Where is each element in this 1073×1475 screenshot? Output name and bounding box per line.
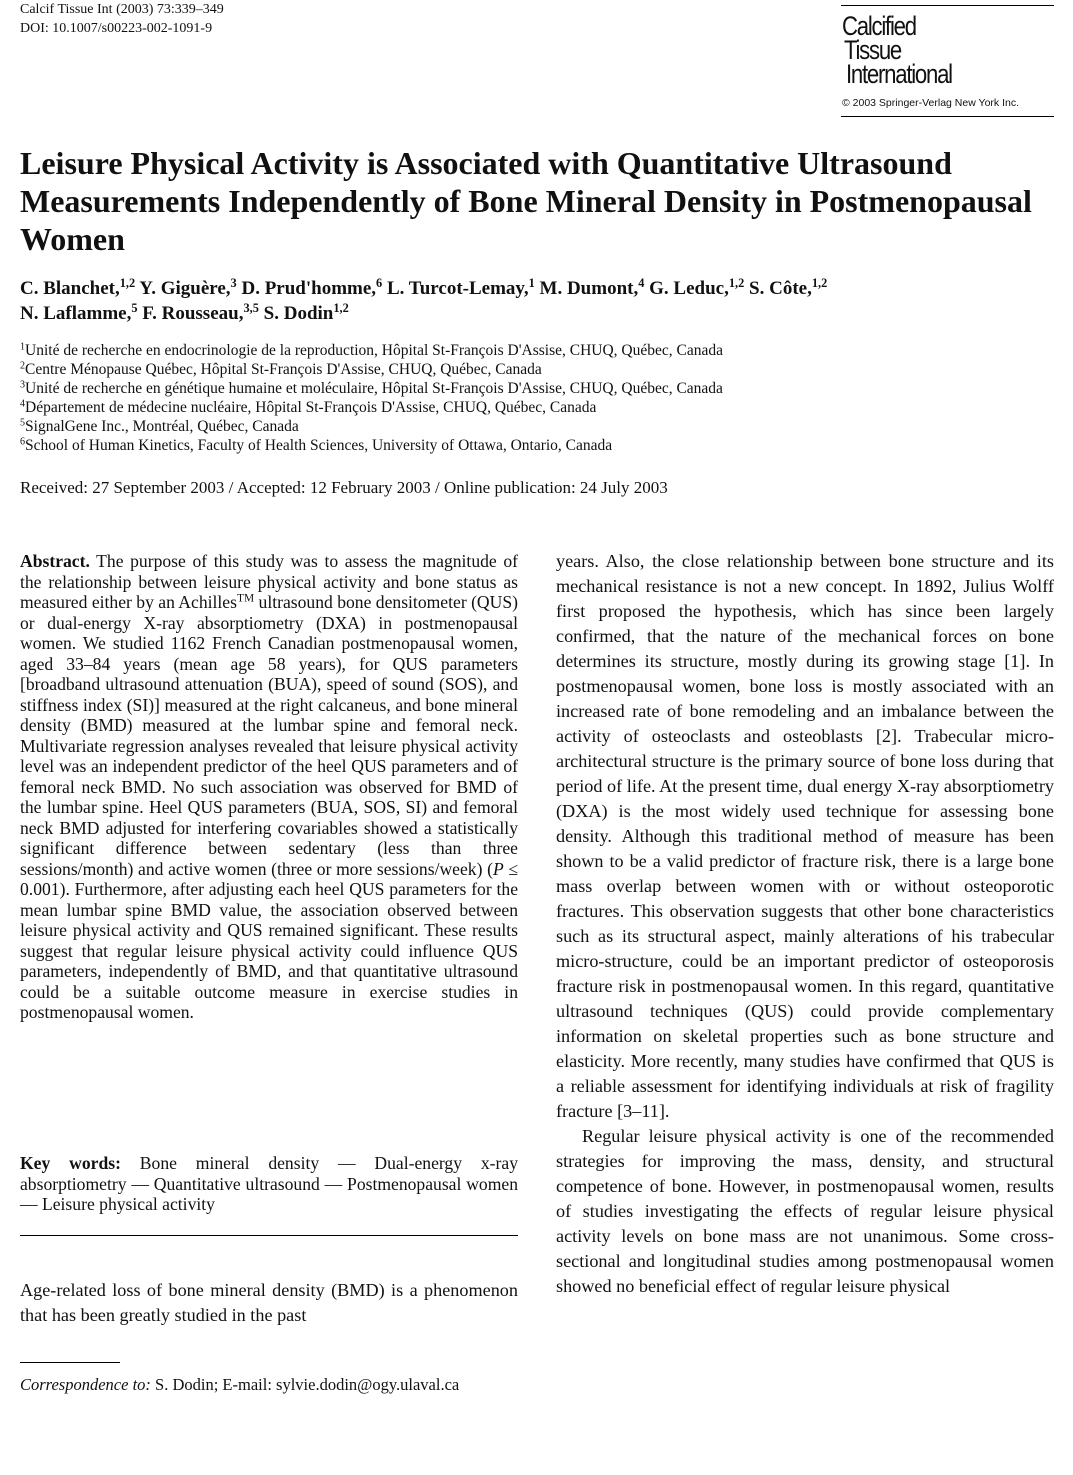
doi: DOI: 10.1007/s00223-002-1091-9 <box>20 21 213 36</box>
affiliation-text: Unité de recherche en génétique humaine et moléculaire, Hôpital St-François D'Assise, CHUQ, Québec, Canada <box>25 380 723 397</box>
affiliation-item <box>20 398 1060 417</box>
author-name-text: D. Prud'homme, <box>241 278 377 299</box>
affiliation-text: Département de médecine nucléaire, Hôpital St-François D'Assise, CHUQ, Québec, Canada <box>25 399 597 416</box>
journal-logo-line1: Calcified <box>842 11 916 41</box>
author-name <box>264 303 349 324</box>
author-affiliation-sup: 3,5 <box>243 301 259 316</box>
copyright: © 2003 Springer-Verlag New York Inc. <box>842 97 1020 109</box>
author-list <box>20 276 1060 326</box>
affiliation-number: 2 <box>20 360 26 372</box>
received-dates: Received: 27 September 2003 / Accepted: 12 February 2003 / Online publication: 24 July 2003 <box>20 478 668 497</box>
author-name-text: F. Rousseau, <box>142 303 244 324</box>
author-name <box>20 278 135 299</box>
citation: Calcif Tissue Int (2003) 73:339–349 <box>20 2 224 17</box>
author-affiliation-sup: 4 <box>638 276 645 291</box>
author-name <box>241 278 382 299</box>
affiliation-number: 1 <box>20 341 26 353</box>
author-name <box>387 278 535 299</box>
keywords-label: Key words: <box>20 1153 121 1173</box>
abstract-divider <box>20 1235 518 1236</box>
affiliation-number: 6 <box>20 436 26 448</box>
author-name <box>142 303 259 324</box>
p-symbol: P <box>492 858 504 879</box>
abstract <box>20 551 518 1023</box>
affiliation-text: Unité de recherche en endocrinologie de la reproduction, Hôpital St-François D'Assise, CHUQ, Québec, Canada <box>25 342 723 359</box>
author-affiliation-sup: 1,2 <box>333 301 349 316</box>
abstract-text-1: The purpose of this study was to assess the magnitude of the relationship between leisure physical activity and bone status as measured either by an Achilles <box>20 551 518 612</box>
journal-logo-line3: International <box>846 59 952 89</box>
affiliation-number: 4 <box>20 398 26 410</box>
author-name <box>649 278 744 299</box>
affiliation-number: 3 <box>20 379 26 391</box>
author-name <box>540 278 645 299</box>
footnote-rule <box>20 1362 120 1363</box>
affiliation-item <box>20 436 1060 455</box>
article-title: Leisure Physical Activity is Associated with Quantitative Ultrasound Measurements Independently of Bone Mineral Density in Postmenopausal Women <box>20 145 1032 257</box>
correspondence-label: Correspondence to: <box>20 1375 151 1394</box>
correspondence-text: S. Dodin; E-mail: sylvie.dodin@ogy.ulaval.ca <box>155 1375 460 1394</box>
author-name-text: N. Laflamme, <box>20 303 132 324</box>
author-affiliation-sup: 1,2 <box>728 276 745 291</box>
keywords-text: Bone mineral density — Dual-energy x-ray absorptiometry — Quantitative ultrasound — Postmenopausal women — Leisure physical activity <box>20 1153 518 1214</box>
abstract-text-3: ≤ 0.001). Furthermore, after adjusting each heel QUS parameters for the mean lumbar spine BMD value, the association observed between leisure physical activity and QUS remained significant. These results suggest that regular leisure physical activity could influence QUS parameters, independently of BMD, and that quantitative ultrasound could be a suitable outcome measure in exercise studies in postmenopausal women. <box>20 858 518 1022</box>
author-affiliation-sup: 3 <box>230 276 237 291</box>
affiliation-text: School of Human Kinetics, Faculty of Health Sciences, University of Ottawa, Ontario, Canada <box>25 437 613 454</box>
author-affiliation-sup: 6 <box>376 276 383 291</box>
trademark-sup: TM <box>236 592 255 605</box>
author-name <box>20 303 138 324</box>
author-affiliation-sup: 1 <box>528 276 535 291</box>
author-affiliation-sup: 1,2 <box>811 276 828 291</box>
affiliation-list <box>20 341 1060 455</box>
author-line-2 <box>20 301 1060 326</box>
correspondence <box>20 1375 518 1394</box>
body-paragraph-2: Regular leisure physical activity is one of the recommended strategies for improving the mass, density, and structural competence of bone. However, in postmenopausal women, results of studies investigating the effects of regular leisure physical activity levels on bone mass are not unanimous. Some cross-sectional and longitudinal studies among postmenopausal women showed no beneficial effect of regular leisure physical <box>556 1126 1054 1296</box>
affiliation-number: 5 <box>20 417 26 429</box>
author-name-text: S. Dodin <box>263 303 334 324</box>
author-name <box>749 278 827 299</box>
intro-left: Age-related loss of bone mineral density (BMD) is a phenomenon that has been greatly studied in the past <box>20 1280 518 1325</box>
author-name-text: Y. Giguère, <box>139 278 231 299</box>
affiliation-item <box>20 379 1060 398</box>
abstract-text-2: ultrasound bone densitometer (QUS) or dual-energy X-ray absorptiometry (DXA) in postmenopausal women. We studied 1162 French Canadian postmenopausal women, aged 33–84 years (mean age 58 years), for QUS parameters [broadband ultrasound attenuation (BUA), speed of sound (SOS), and stiffness index (SI)] measured at the right calcaneus, and bone mineral density (BMD) measured at the lumbar spine and femoral neck. Multivariate regression analyses revealed that leisure physical activity level was an independent predictor of the heel QUS parameters and of femoral neck BMD. No such association was observed for BMD of the lumbar spine. Heel QUS parameters (BUA, SOS, SI) and femoral neck BMD adjusted for interfering covariables showed a statistically significant difference between sedentary (less than three sessions/month) and active women (three or more sessions/week) ( <box>20 592 518 879</box>
logo-top-rule <box>841 5 1054 6</box>
keywords <box>20 1153 518 1215</box>
affiliation-item <box>20 417 1060 436</box>
journal-logo <box>842 11 975 89</box>
author-name-text: M. Dumont, <box>539 278 639 299</box>
author-affiliation-sup: 1,2 <box>119 276 136 291</box>
abstract-label: Abstract. <box>20 551 90 571</box>
journal-logo-line2: Tissue <box>844 35 902 65</box>
author-name-text: C. Blanchet, <box>20 278 120 299</box>
affiliation-text: Centre Ménopause Québec, Hôpital St-François D'Assise, CHUQ, Québec, Canada <box>25 361 542 378</box>
right-column <box>556 549 1054 1299</box>
author-name-text: L. Turcot-Lemay, <box>386 278 529 299</box>
logo-bottom-rule <box>841 116 1054 117</box>
author-name-text: G. Leduc, <box>649 278 729 299</box>
affiliation-item <box>20 360 1060 379</box>
author-name-text: S. Côte, <box>749 278 812 299</box>
author-line-1 <box>20 276 1060 301</box>
author-name <box>139 278 236 299</box>
author-affiliation-sup: 5 <box>131 301 138 316</box>
affiliation-item <box>20 341 1060 360</box>
affiliation-text: SignalGene Inc., Montréal, Québec, Canada <box>25 418 299 435</box>
body-paragraph-1: years. Also, the close relationship between bone structure and its mechanical resistance is not a new concept. In 1892, Julius Wolff first proposed the hypothesis, which has since been largely confirmed, that the nature of the mechanical forces on bone determines its structure, mostly during its growing stage [1]. In postmenopausal women, bone loss is mostly associated with an increased rate of bone remodeling and an imbalance between the activity of osteoclasts and osteoblasts [2]. Trabecular micro-architectural structure is the primary source of bone loss during that period of life. At the present time, dual energy X-ray absorptiometry (DXA) is the most widely used technique for assessing bone density. Although this traditional method of measure has been shown to be a valid predictor of fracture risk, there is a large bone mass overlap between women with or without osteoporotic fractures. This observation suggests that other bone characteristics such as its structural aspect, mainly alterations of his trabecular micro-structure, could be an important predictor of osteoporosis fracture risk in postmenopausal women. In this regard, quantitative ultrasound techniques (QUS) could provide complementary information on skeletal properties such as bone structure and elasticity. More recently, many studies have confirmed that QUS is a reliable assessment for identifying individuals at risk of fragility fracture [3–11]. <box>556 551 1054 1121</box>
